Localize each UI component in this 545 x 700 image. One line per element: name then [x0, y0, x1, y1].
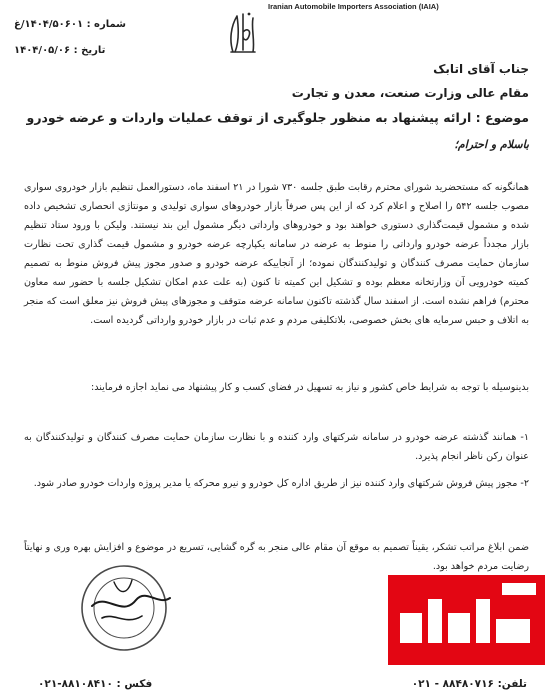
recipient-title: مقام عالی وزارت صنعت، معدن و تجارت [291, 86, 529, 100]
fax-label: فکس : [116, 678, 153, 690]
letter-date-row [14, 38, 184, 64]
association-stamp-icon [62, 562, 192, 657]
didar-news-logo-icon [388, 575, 545, 665]
phone-value: ۰۲۱ - ۸۸۴۸۰۷۱۶ [411, 678, 494, 690]
recipient-name: جناب آقای اتابک [433, 62, 529, 76]
fax-value: ۰۲۱-۸۸۱۰۸۴۱۰ [38, 678, 113, 690]
letter-reference-block [14, 12, 184, 64]
closing-paragraph: ضمن ابلاغ مراتب تشکر، یقیناً تصمیم به موقع آن مقام عالی منجر به گره گشایی، تسریع در موضوع و افزایش بهره وری و نهایتاً رضایت مردم خواهد بود. [24, 542, 529, 572]
body-paragraph-1: همانگونه که مستحضرید شورای محترم رقابت طبق جلسه ۷۳۰ شورا در ۲۱ اسفند ماه، دستورالعمل تنظیم بازار خودروی سواری مصوب جلسه ۵۴۲ را اصلاح و اعلام کرد که از این پس صرفاً بازار خودروهای سواری تولیدی و مونتاژی انحصاری تشخیص داده شده و مشمول قیمت‌گذاری دستوری خواهند بود و خودروهای وارداتی دیگر مشمول این بند نیستند. ولیکن با ورود ستاد تنظیم بازار مجدداً عرضه خودرو وارداتی را منوط به عرضه در سامانه یکپارچه عرضه خودرو و مشمول قیمت گذاری تحت نظارت سازمان حمایت مصرف کنندگان و تولیدکنندگان نموده؛ از آنجاییکه عرضه خودرو و صدور مجوز پیش فروش منوط به تصمیم کمیته خودرویی آن وزارتخانه معظم بوده و تشکیل این کمیته تا کنون (به علت عدم امکان تشکیل جلسه با حضور سه معاون محترم) فراهم نشده است. از اسفند سال گذشته تاکنون سامانه عرضه متوقف و مجوزهای پیش فروش نیز معلق است که منجر به اتلاف و حبس سرمایه های بخش خصوصی، بلاتکلیفی مردم و عدم ثبات در بازار خودرو وارداتی گردیده است. [24, 182, 529, 326]
proposal-item-1: ۱- همانند گذشته عرضه خودرو در سامانه شرکتهای وارد کننده و با نظارت سازمان حمایت مصرف کنندگان و تولیدکنندگان به عنوان رکن ناظر انجام پذیرد. [24, 432, 529, 462]
body-paragraph-2: بدینوسیله با توجه به شرایط خاص کشور و نیاز به تسهیل در فضای کسب و کار پیشنهاد می نماید اجازه فرمایند: [90, 382, 529, 393]
footer-phone [412, 678, 527, 690]
association-logo-icon [225, 6, 261, 58]
letter-date-label: تاریخ : [73, 45, 106, 56]
letter-number-label: شماره : [86, 19, 126, 30]
footer-fax [38, 678, 152, 690]
letter-number-value: ۱۴۰۴/۵۰۶۰۱/غ [14, 19, 84, 30]
letter-number-row [14, 12, 184, 38]
phone-label: تلفن: [497, 678, 527, 690]
letter-date-value: ۱۴۰۴/۰۵/۰۶ [14, 45, 71, 56]
proposal-item-2: ۲- مجوز پیش فروش شرکتهای وارد کننده نیز از طریق اداره کل خودرو و نیرو محرکه یا مدیر پروژه واردات خودرو صادر شود. [33, 478, 529, 489]
association-name: Iranian Automobile Importers Association (IAIA) [268, 2, 439, 11]
letter-subject: موضوع : ارائه پیشنهاد به منظور جلوگیری از توقف عملیات واردات و عرضه خودرو [26, 110, 529, 125]
greeting: باسلام و احترام؛ [454, 138, 529, 151]
